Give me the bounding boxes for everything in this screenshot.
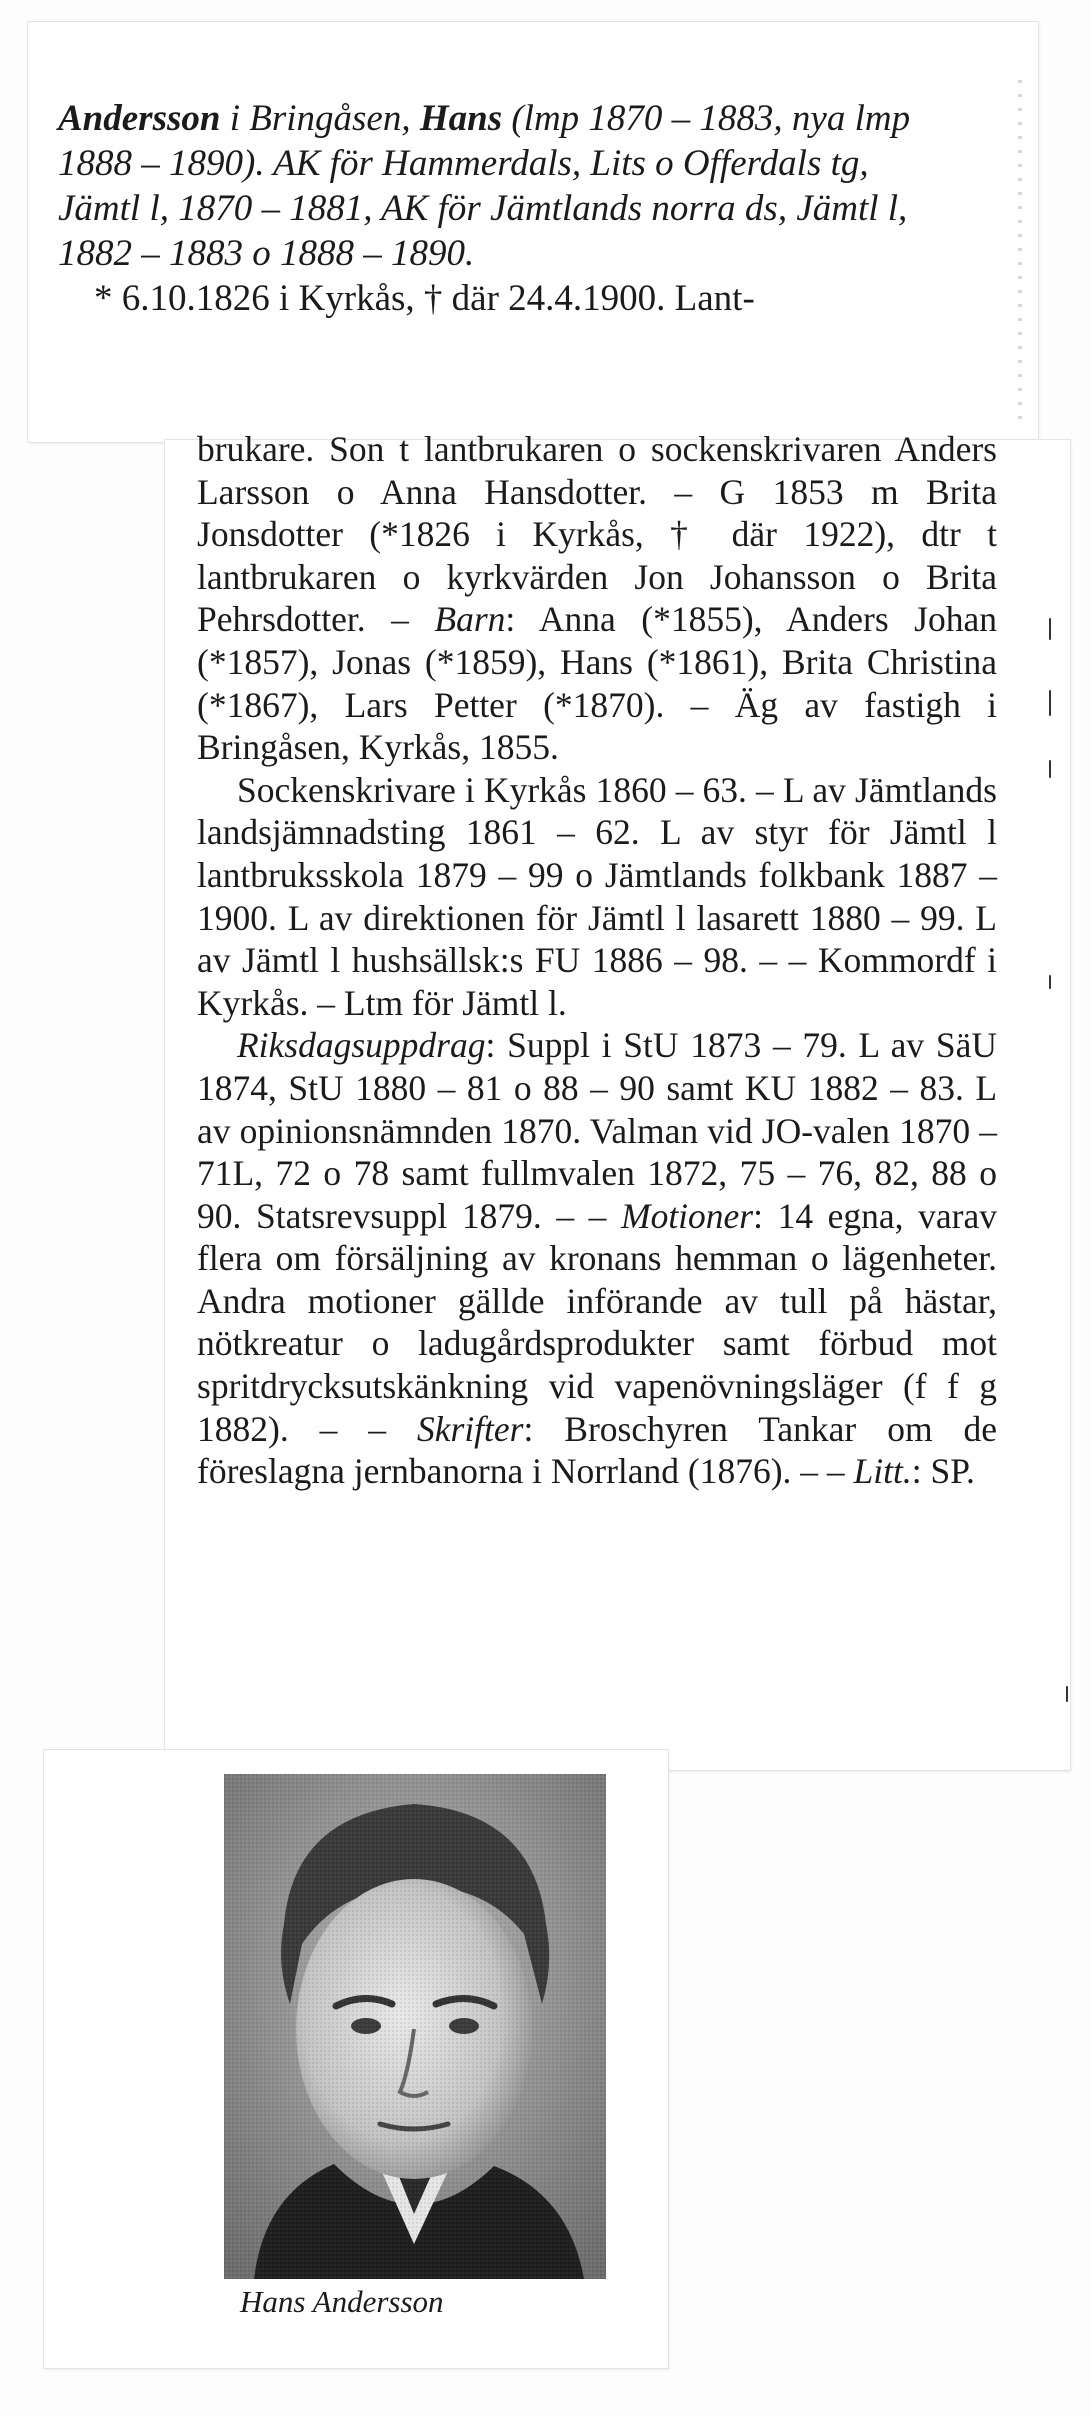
riksdag-text: : Suppl i StU 1873 – 79. L av SäU 1874, StU 1880 – 81 o 88 – 90 samt KU 1882 – 83. L av opinionsnämnden 1870. Valman vid JO-valen 1870 – 71L, 72 o 78 samt fullmvalen 1872, 75 – 76, 82, 88 o 90. Statsrevsuppl 1879. – – <box>197 1025 997 1236</box>
entry-offices: (lmp 1870 – 1883, nya lmp 1888 – 1890). AK för Hammerdals, Lits o Offerdals tg, Jämtl l, 1870 – 1881, AK för Jämtlands norra ds, Jämtl l, 1882 – 1883 o 1888 – 1890. <box>58 98 911 274</box>
biography-paragraph-family <box>197 428 997 769</box>
entry-given-name: Hans <box>419 98 503 139</box>
skrifter-label: Skrifter <box>417 1408 524 1449</box>
biography-paragraph-riksdag <box>197 1024 997 1493</box>
litt-label: Litt. <box>853 1451 912 1492</box>
entry-header <box>58 96 918 321</box>
portrait-caption: Hans Andersson <box>240 2284 444 2319</box>
scan-edge-dots <box>1018 80 1022 420</box>
entry-surname: Andersson <box>58 98 221 139</box>
portrait-photo <box>224 1774 606 2279</box>
biography-paragraph-career: Sockenskrivare i Kyrkås 1860 – 63. – L av Jämtlands landsjämnadsting 1861 – 62. L av styr för Jämtl l lantbruksskola 1879 – 99 o Jämtlands folkbank 1887 – 1900. L av direktionen för Jämtl l lasarett 1880 – 99. L av Jämtl l hushsällsk:s FU 1886 – 98. – – Kommordf i Kyrkås. – Ltm för Jämtl l. <box>197 769 997 1023</box>
family-text: brukare. Son t lantbrukaren o sockenskrivaren Anders Larsson o Anna Hansdotter. – G 1853 m Brita Jonsdotter (*1826 i Kyrkås, † där 1922), dtr t lantbrukaren o kyrkvärden Jon Johansson o Brita Pehrsdotter. – <box>197 429 997 640</box>
edge-mark <box>1049 690 1051 716</box>
biography-text <box>197 428 997 1493</box>
litt-text: : SP. <box>911 1451 975 1492</box>
motioner-text: : 14 egna, varav flera om försäljning av kronans hemman o lägenheter. Andra motioner gällde införande av tull på hästar, nötkreatur o ladugårdsprodukter samt förbud mot spritdrycksutskänkning vid vapenövningsläger (f f g 1882). – – <box>197 1195 997 1449</box>
motioner-label: Motioner <box>621 1195 754 1236</box>
entry-heading <box>58 96 918 276</box>
children-text: : Anna (*1855), Anders Johan (*1857), Jonas (*1859), Hans (*1861), Brita Christina (*1867), Lars Petter (*1870). – Äg av fastigh i Bringåsen, Kyrkås, 1855. <box>197 599 997 768</box>
edge-mark <box>1066 1686 1068 1702</box>
entry-place: i Bringåsen, <box>220 98 420 139</box>
edge-mark <box>1049 618 1051 640</box>
riksdag-label: Riksdagsuppdrag <box>237 1025 486 1066</box>
birth-line: * 6.10.1826 i Kyrkås, † där 24.4.1900. Lant- <box>94 278 755 319</box>
barn-label: Barn <box>434 599 506 640</box>
skrifter-text: : Broschyren Tankar om de föreslagna jernbanorna i Norrland (1876). – – <box>197 1408 997 1492</box>
edge-mark <box>1049 975 1051 989</box>
portrait-image <box>224 1774 606 2279</box>
edge-mark <box>1049 760 1051 778</box>
